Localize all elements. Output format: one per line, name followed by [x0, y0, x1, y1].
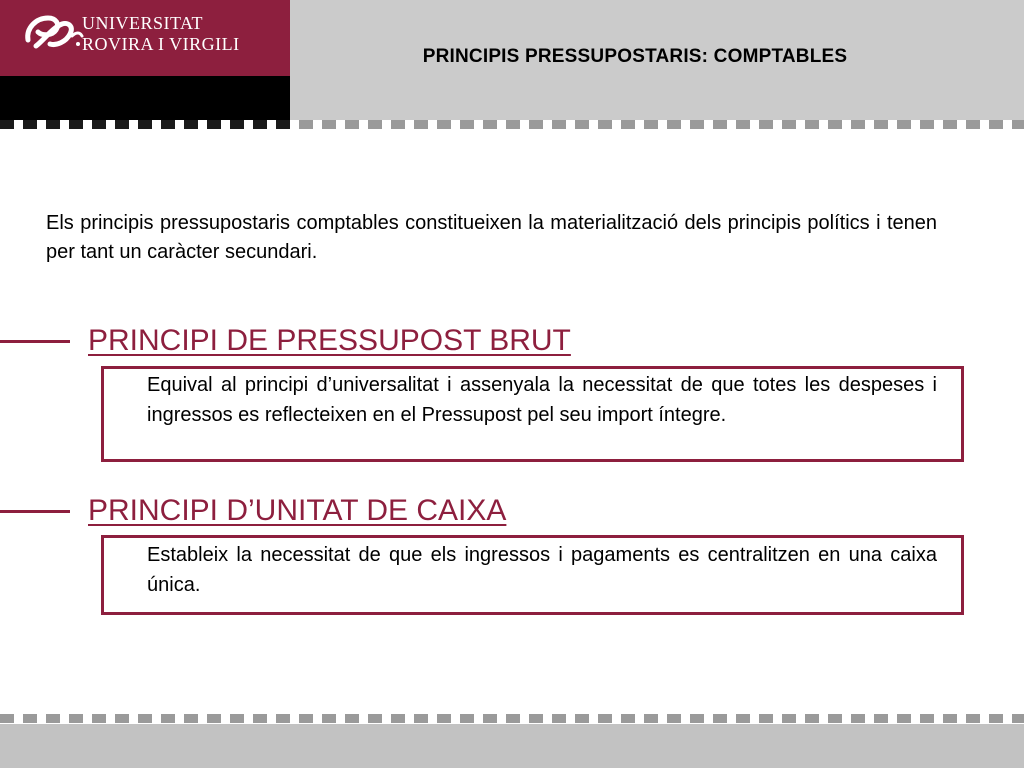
brand-black-band [0, 76, 290, 120]
university-name-line1: UNIVERSITAT [82, 13, 204, 33]
section-2-rule [0, 510, 70, 513]
section-2-heading: PRINCIPI D’UNITAT DE CAIXA [88, 494, 507, 527]
intro-paragraph: Els principis pressupostaris comptables constitueixen la materialització dels principis polítics i tenen per tant un caràcter secundari. [46, 212, 937, 263]
page-title: PRINCIPIS PRESSUPOSTARIS: COMPTABLES [422, 46, 848, 67]
decorative-stripe-top [0, 120, 1024, 129]
university-name-line2: ROVIRA I VIRGILI [82, 34, 240, 54]
footer-band [0, 724, 1024, 768]
university-name [82, 13, 240, 55]
section-1-rule [0, 340, 70, 343]
section-1-heading: PRINCIPI DE PRESSUPOST BRUT [88, 324, 571, 357]
section-2-text: Estableix la necessitat de que els ingressos i pagaments es centralitzen en una caixa única. [147, 544, 937, 596]
decorative-stripe-bottom [0, 714, 1024, 723]
section-1-text: Equival al principi d’universalitat i assenyala la necessitat de que totes les despeses i ingressos es reflecteixen en el Pressupost pel seu import íntegre. [147, 374, 937, 426]
